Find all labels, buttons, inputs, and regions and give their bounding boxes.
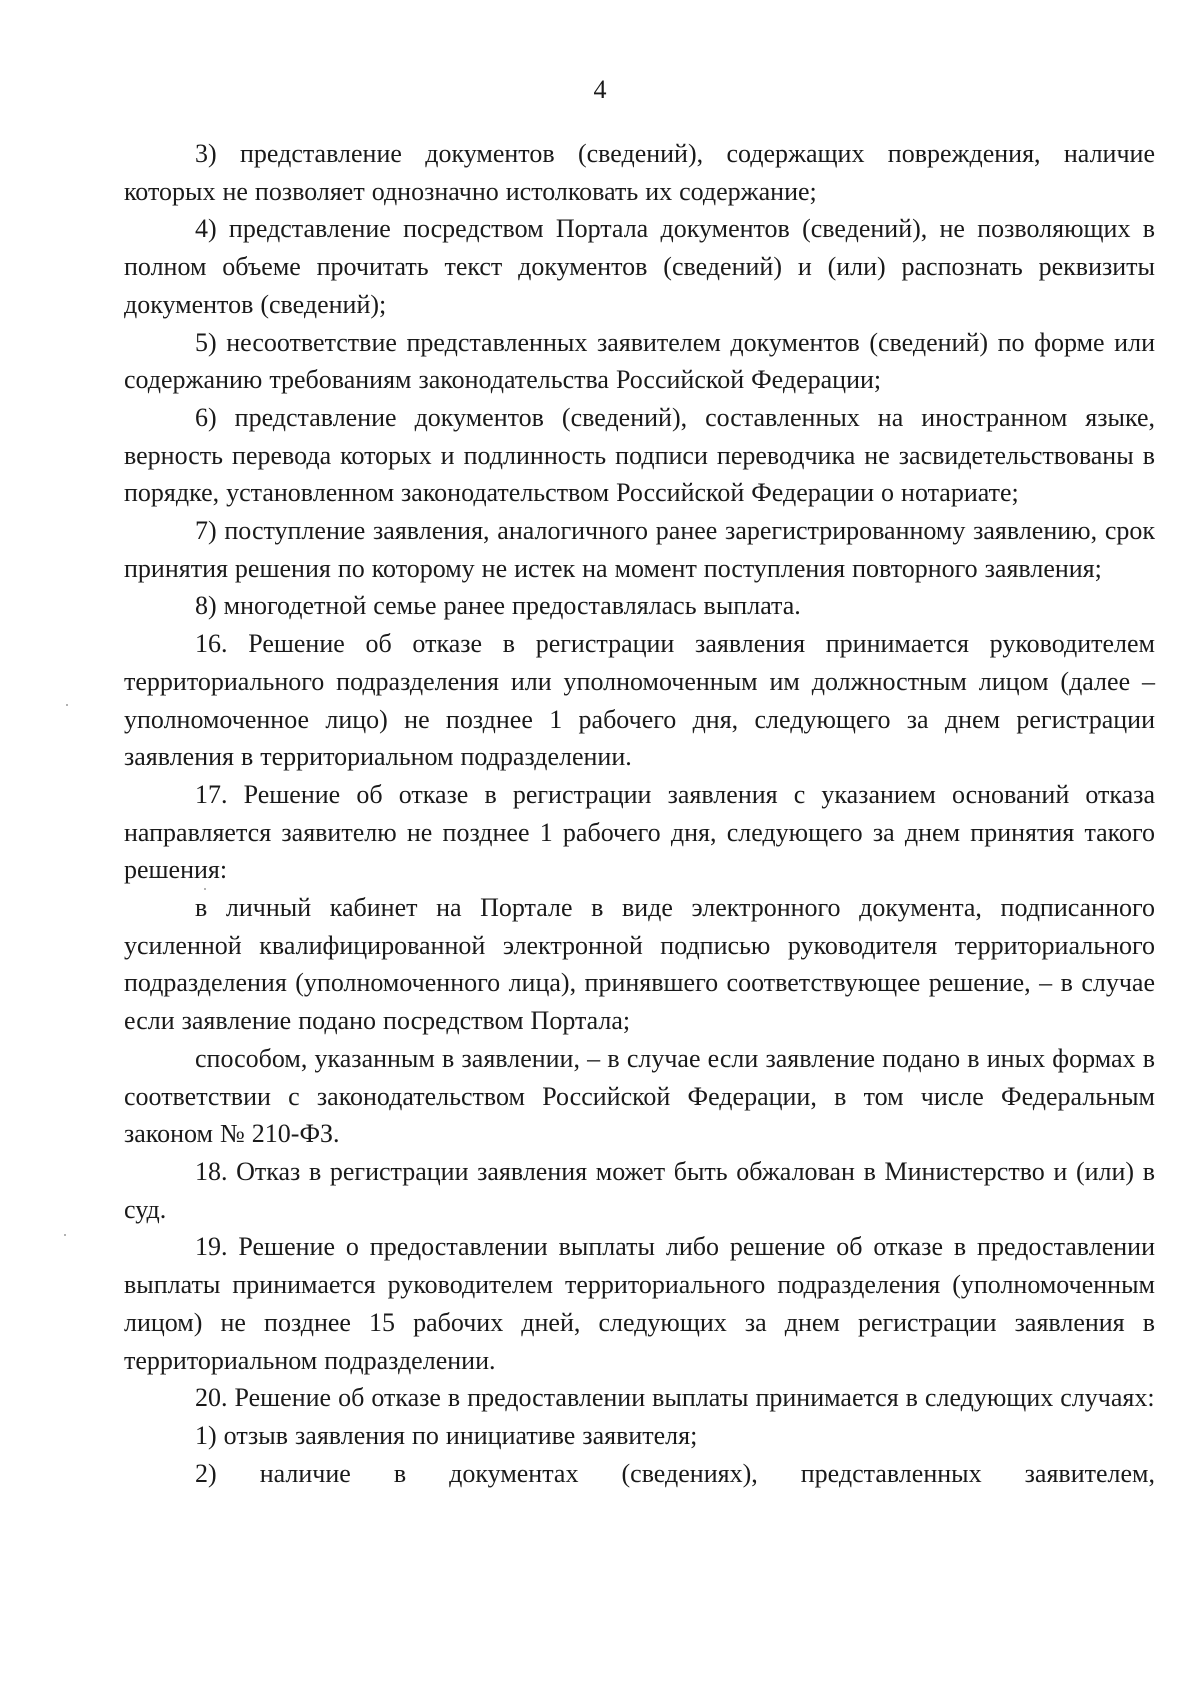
paragraph-item-7: 7) поступление заявления, аналогичного ранее зарегистрированному заявлению, срок принятия решения по которому не истек на момент поступления повторного заявления; [124, 516, 1155, 583]
paragraph-item-8: 8) многодетной семье ранее предоставлялась выплата. [195, 591, 801, 621]
paragraph-clause-17-other: способом, указанным в заявлении, – в случае если заявление подано в иных формах в соответствии с законодательством Российской Федерации, в том числе Федеральным законом № 210-ФЗ. [124, 1043, 1155, 1149]
paragraph-clause-16: 16. Решение об отказе в регистрации заявления принимается руководителем территориального подразделения или уполномоченным им должностным лицом (далее – уполномоченное лицо) не позднее 1 рабочего дня, следующего за днем регистрации заявления в территориальном подразделении. [124, 629, 1155, 772]
paragraph-item-6: 6) представление документов (сведений), составленных на иностранном языке, верность перевода которых и подлинность подписи переводчика не засвидетельствованы в порядке, установленном законодательством Российской Федерации о нотариате; [124, 402, 1155, 508]
paragraph-item-5: 5) несоответствие представленных заявителем документов (сведений) по форме или содержанию требованиям законодательства Российской Федерации; [124, 327, 1155, 395]
paragraph-item-4: 4) представление посредством Портала документов (сведений), не позволяющих в полном объеме прочитать текст документов (сведений) и (или) распознать реквизиты документов (сведений); [124, 214, 1155, 319]
paragraph-clause-19: 19. Решение о предоставлении выплаты либо решение об отказе в предоставлении выплаты принимается руководителем территориального подразделения (уполномоченным лицом) не позднее 15 рабочих дней, следующих за днем регистрации заявления в территориальном подразделении. [124, 1232, 1155, 1375]
paragraph-clause-17-portal: в личный кабинет на Портале в виде электронного документа, подписанного усиленной квалифицированной электронной подписью руководителя территориального подразделения (уполномоченного лица), принявшего соответствующее решение, – в случае если заявление подано посредством Портала; [124, 893, 1155, 1036]
scan-speck [204, 888, 206, 890]
paragraph-clause-20-item-2: 2) наличие в документах (сведениях), представленных заявителем, [195, 1458, 1155, 1488]
page-number: 4 [593, 75, 607, 104]
scan-speck [64, 1234, 66, 1236]
paragraph-clause-17: 17. Решение об отказе в регистрации заявления с указанием оснований отказа направляется заявителю не позднее 1 рабочего дня, следующего за днем принятия такого решения: [124, 779, 1155, 885]
scan-speck [66, 704, 68, 706]
document-body [124, 135, 1155, 1492]
paragraph-clause-20-item-1: 1) отзыв заявления по инициативе заявителя; [195, 1420, 698, 1450]
paragraph-item-3: 3) представление документов (сведений), содержащих повреждения, наличие которых не позволяет однозначно истолковать их содержание; [124, 139, 1155, 206]
paragraph-clause-20: 20. Решение об отказе в предоставлении выплаты принимается в следующих случаях: [195, 1383, 1155, 1413]
paragraph-clause-18: 18. Отказ в регистрации заявления может быть обжалован в Министерство и (или) в суд. [124, 1156, 1155, 1224]
